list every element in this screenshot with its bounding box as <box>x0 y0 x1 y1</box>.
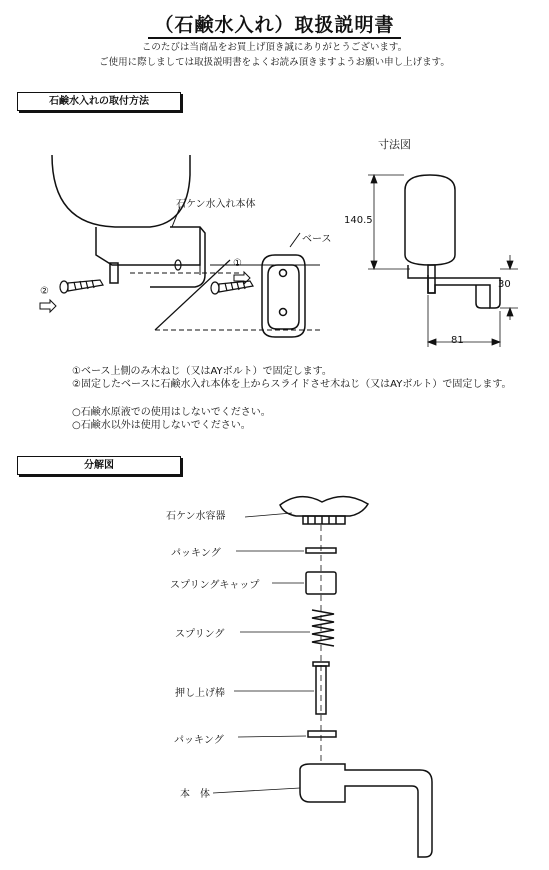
caution-2: ○石鹸水以外は使用しないでください。 <box>72 420 251 431</box>
part-label-spring: スプリング <box>175 629 225 640</box>
section-heading-exploded-view: 分解図 <box>17 456 181 475</box>
step-1-marker: ① <box>233 258 242 269</box>
part-label-packing-2: パッキング <box>174 735 224 746</box>
caution-1: ○石鹸水原液での使用はしないでください。 <box>72 407 271 418</box>
dimension-drop: 30 <box>498 279 511 290</box>
part-label-container: 石ケン水容器 <box>166 511 226 522</box>
note-2: ②固定したベースに石鹸水入れ本体を上からスライドさせ木ねじ（又はAYボルト）で固定します。 <box>72 379 512 390</box>
dimension-width: 81 <box>451 335 464 346</box>
part-label-push-rod: 押し上げ棒 <box>175 688 225 699</box>
intro-line-1: このたびは当商品をお買上げ頂き誠にありがとうございます。 <box>141 42 408 53</box>
intro-line-2: ご使用に際しましては取扱説明書をよくお読み頂きますようお願い申し上げます。 <box>99 57 450 68</box>
base-label: ベース <box>302 234 332 245</box>
note-1: ①ベース上側のみ木ねじ（又はAYボルト）で固定します。 <box>72 366 332 377</box>
step-2-marker: ② <box>40 286 49 297</box>
dimension-height: 140.5 <box>344 215 373 226</box>
part-label-spring-cap: スプリングキャップ <box>170 580 260 591</box>
dimension-title: 寸法図 <box>378 138 411 151</box>
part-label-packing-1: パッキング <box>171 548 221 559</box>
part-label-body: 本 体 <box>180 789 210 800</box>
section-heading-installation: 石鹸水入れの取付方法 <box>17 92 181 111</box>
page-title: （石鹸水入れ）取扱説明書 <box>0 10 549 37</box>
installation-diagram <box>0 115 549 355</box>
body-label: 石ケン水入れ本体 <box>176 199 256 210</box>
exploded-diagram <box>0 480 549 870</box>
